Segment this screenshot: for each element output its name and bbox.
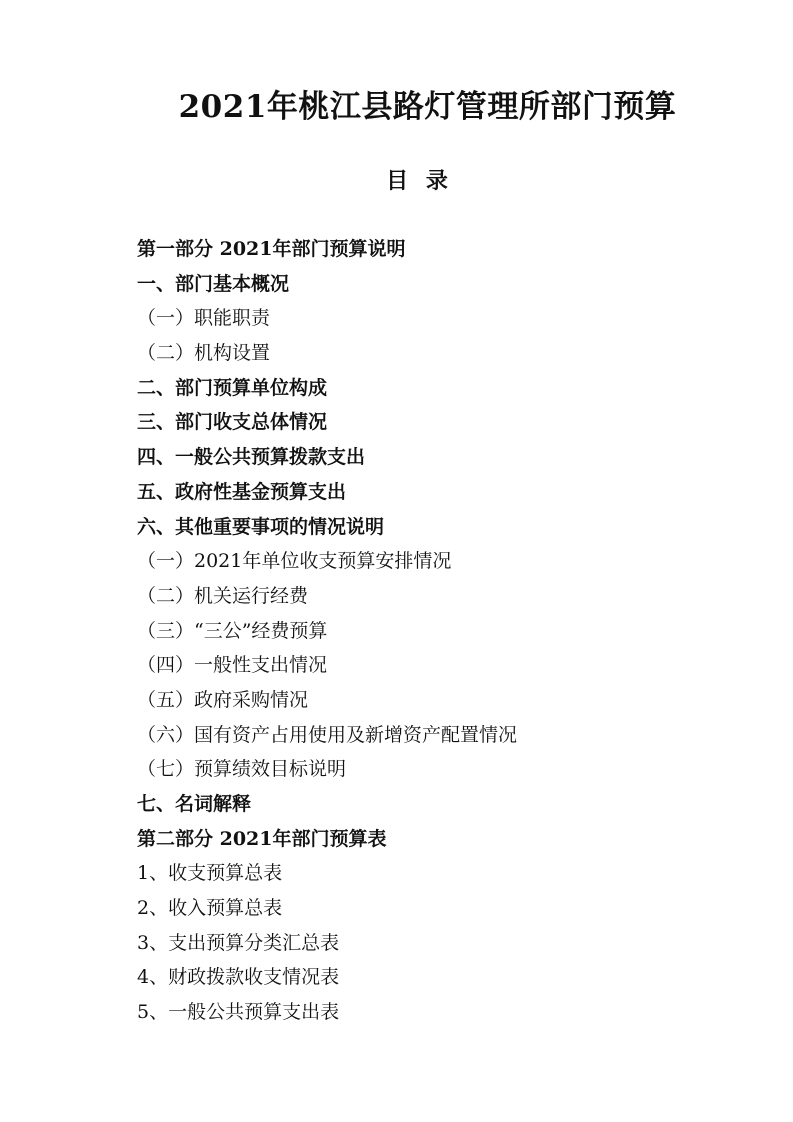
toc-item: 五、政府性基金预算支出 [137, 480, 347, 503]
toc-item: （二）机构设置 [137, 342, 271, 365]
toc-item: （六）国有资产占用使用及新增资产配置情况 [137, 723, 518, 746]
toc-item: （二）机关运行经费 [137, 584, 309, 607]
toc-item: 三、部门收支总体情况 [137, 411, 328, 434]
toc-item: 3、支出预算分类汇总表 [137, 931, 340, 954]
toc-item: 2、收入预算总表 [137, 897, 283, 920]
toc-item: 四、一般公共预算拨款支出 [137, 446, 366, 469]
toc-item: 1、收支预算总表 [137, 862, 283, 885]
toc-heading: 目 录 [386, 168, 453, 194]
toc-item: 第一部分 2021年部门预算说明 [137, 238, 406, 260]
toc-item: （三）“三公”经费预算 [137, 619, 328, 642]
toc-item: 六、其他重要事项的情况说明 [137, 515, 385, 538]
toc-item: 5、一般公共预算支出表 [137, 1001, 340, 1024]
toc-item: （一）2021年单位收支预算安排情况 [137, 550, 452, 573]
toc-item: 一、部门基本概况 [137, 272, 290, 295]
toc-item: （五）政府采购情况 [137, 688, 309, 711]
toc-item: 4、财政拨款收支情况表 [137, 966, 340, 989]
toc-item: （四）一般性支出情况 [137, 654, 328, 677]
toc-item: 七、名词解释 [137, 793, 252, 815]
toc-item: （一）职能职责 [137, 307, 271, 330]
table-of-contents [137, 232, 757, 1030]
document-title: 2021年桃江县路灯管理所部门预算 [178, 89, 677, 125]
toc-item: （七）预算绩效目标说明 [137, 758, 347, 781]
toc-item: 二、部门预算单位构成 [137, 376, 328, 399]
toc-item: 第二部分 2021年部门预算表 [137, 827, 387, 850]
